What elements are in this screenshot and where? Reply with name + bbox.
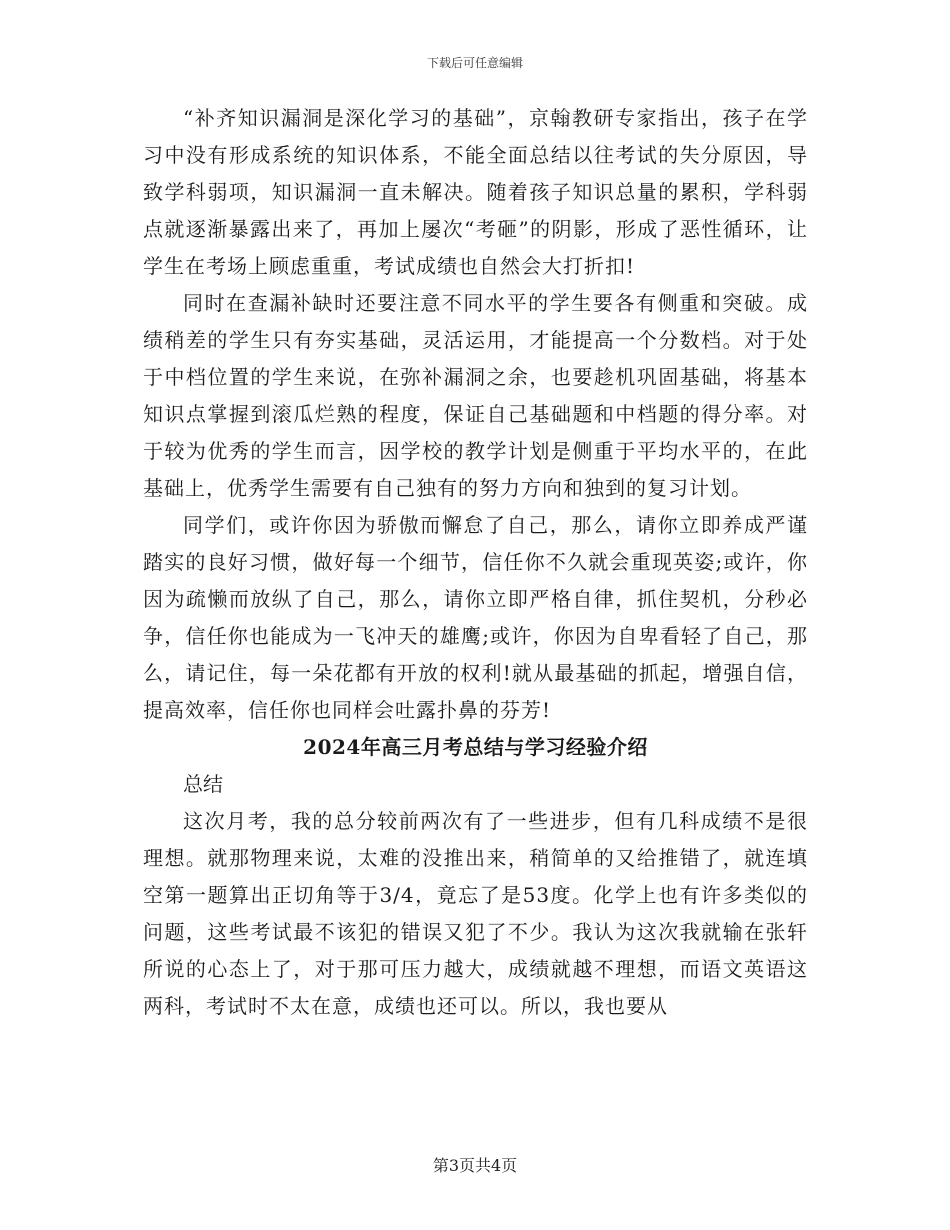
section-subheading: 总结 bbox=[183, 772, 223, 796]
paragraph-different-levels: 同时在查漏补缺时还要注意不同水平的学生要各有侧重和突破。成绩稍差的学生只有夯实基础，灵活运用，才能提高一个分数档。对于处于中档位置的学生来说，在弥补漏洞之余，也要趁机巩固基础，将基本知识点掌握到滚瓜烂熟的程度，保证自己基础题和中档题的得分率。对于较为优秀的学生而言，因学校的教学计划是侧重于平均水平的，在此基础上，优秀学生需要有自己独有的努力方向和独到的复习计划。 bbox=[143, 291, 808, 500]
paragraph-encouragement: 同学们，或许你因为骄傲而懈怠了自己，那么，请你立即养成严谨踏实的良好习惯，做好每一个细节，信任你不久就会重现英姿;或许，你因为疏懒而放纵了自己，那么，请你立即严格自律，抓住契机，分秒必争，信任你也能成为一飞冲天的雄鹰;或许，你因为自卑看轻了自己，那么，请记住，每一朵花都有开放的权利!就从最基础的抓起，增强自信，提高效率，信任你也同样会吐露扑鼻的芬芳! bbox=[143, 513, 808, 722]
paragraph-monthly-exam: 这次月考，我的总分较前两次有了一些进步，但有几科成绩不是很理想。就那物理来说，太难的没推出来，稍简单的又给推错了，就连填空第一题算出正切角等于3/4，竟忘了是53度。化学上也有许多类似的问题，这些考试最不该犯的错误又犯了不少。我认为这次我就输在张轩所说的心态上了，对于那可压力越大，成绩就越不理想，而语文英语这两科，考试时不太在意，成绩也还可以。所以，我也要从 bbox=[143, 809, 808, 1018]
paragraph-knowledge-gaps: “补齐知识漏洞是深化学习的基础”，京翰教研专家指出，孩子在学习中没有形成系统的知识体系，不能全面总结以往考试的失分原因，导致学科弱项，知识漏洞一直未解决。随着孩子知识总量的累积，学科弱点就逐渐暴露出来了，再加上屡次“考砸”的阴影，形成了恶性循环，让学生在考场上顾虑重重，考试成绩也自然会大打折扣! bbox=[143, 106, 808, 278]
document-body bbox=[143, 100, 808, 1025]
page-header-note: 下载后可任意编辑 bbox=[426, 56, 523, 70]
page-number: 第3页共4页 bbox=[432, 1156, 518, 1175]
section-title: 2024年高三月考总结与学习经验介绍 bbox=[303, 735, 648, 759]
